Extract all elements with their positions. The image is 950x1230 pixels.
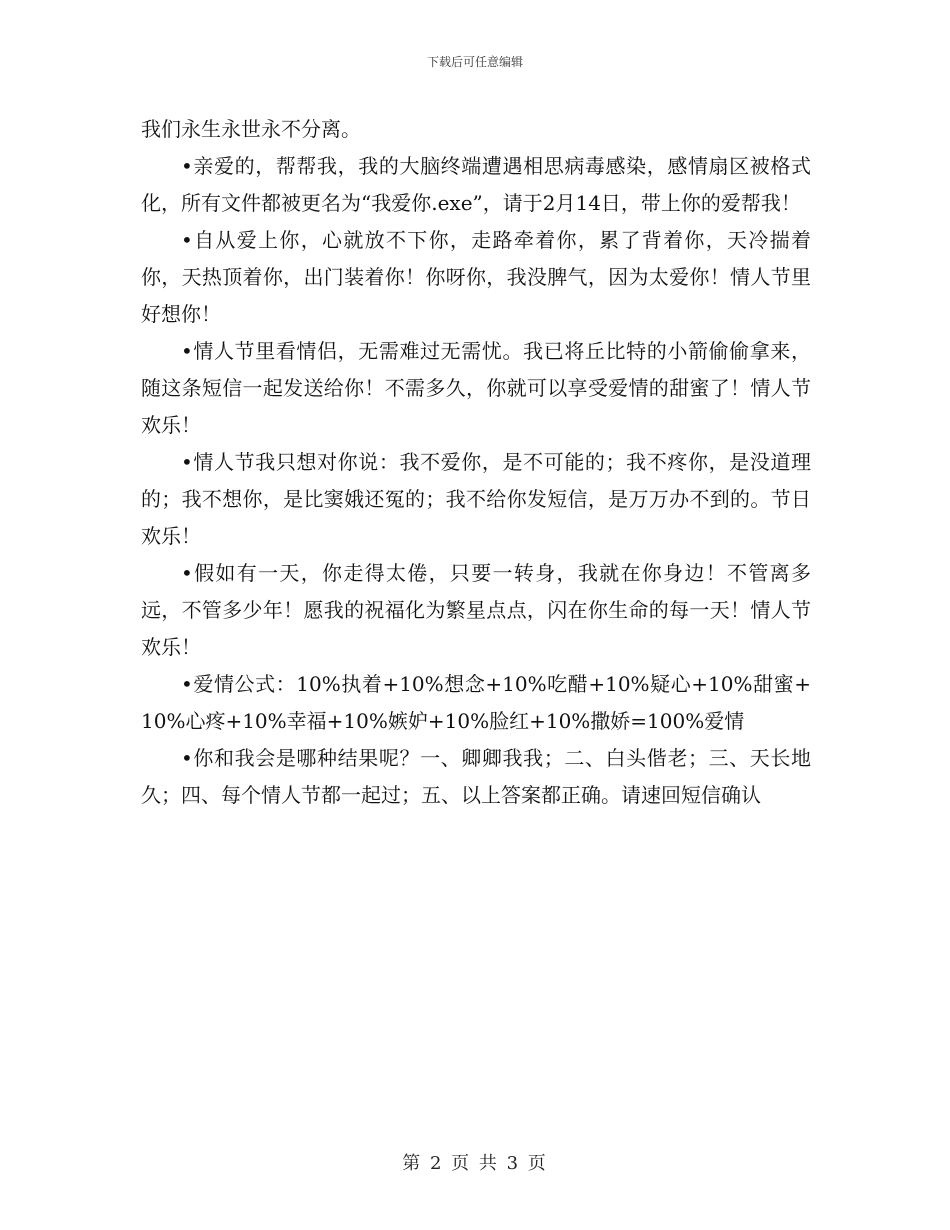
- page-footer: 第 2 页 共 3 页: [402, 1153, 548, 1174]
- paragraph-6: •爱情公式：10%执着+10%想念+10%吃醋+10%疑心+10%甜蜜+10%心疼+10%幸福+10%嫉妒+10%脸红+10%撒娇=100%爱情: [141, 672, 811, 733]
- document-body: [141, 111, 811, 814]
- paragraph-1: •亲爱的，帮帮我，我的大脑终端遭遇相思病毒感染，感情扇区被格式化，所有文件都被更名为“我爱你.exe”，请于2月14日，带上你的爱帮我！: [141, 154, 811, 215]
- paragraph-2: •自从爱上你，心就放不下你，走路牵着你，累了背着你，天冷揣着你，天热顶着你，出门装着你！你呀你，我没脾气，因为太爱你！情人节里好想你！: [141, 228, 811, 326]
- page-header: 下载后可任意编辑: [426, 55, 523, 69]
- paragraph-continuation: 我们永生永世永不分离。: [141, 117, 361, 141]
- paragraph-7: •你和我会是哪种结果呢？一、卿卿我我；二、白头偕老；三、天长地久；四、每个情人节都一起过；五、以上答案都正确。请速回短信确认: [141, 746, 811, 807]
- paragraph-5: •假如有一天，你走得太倦，只要一转身，我就在你身边！不管离多远，不管多少年！愿我的祝福化为繁星点点，闪在你生命的每一天！情人节欢乐！: [141, 561, 811, 659]
- paragraph-4: •情人节我只想对你说：我不爱你，是不可能的；我不疼你，是没道理的；我不想你，是比窦娥还冤的；我不给你发短信，是万万办不到的。节日欢乐！: [141, 450, 811, 548]
- paragraph-3: •情人节里看情侣，无需难过无需忧。我已将丘比特的小箭偷偷拿来，随这条短信一起发送给你！不需多久，你就可以享受爱情的甜蜜了！情人节欢乐！: [141, 339, 811, 437]
